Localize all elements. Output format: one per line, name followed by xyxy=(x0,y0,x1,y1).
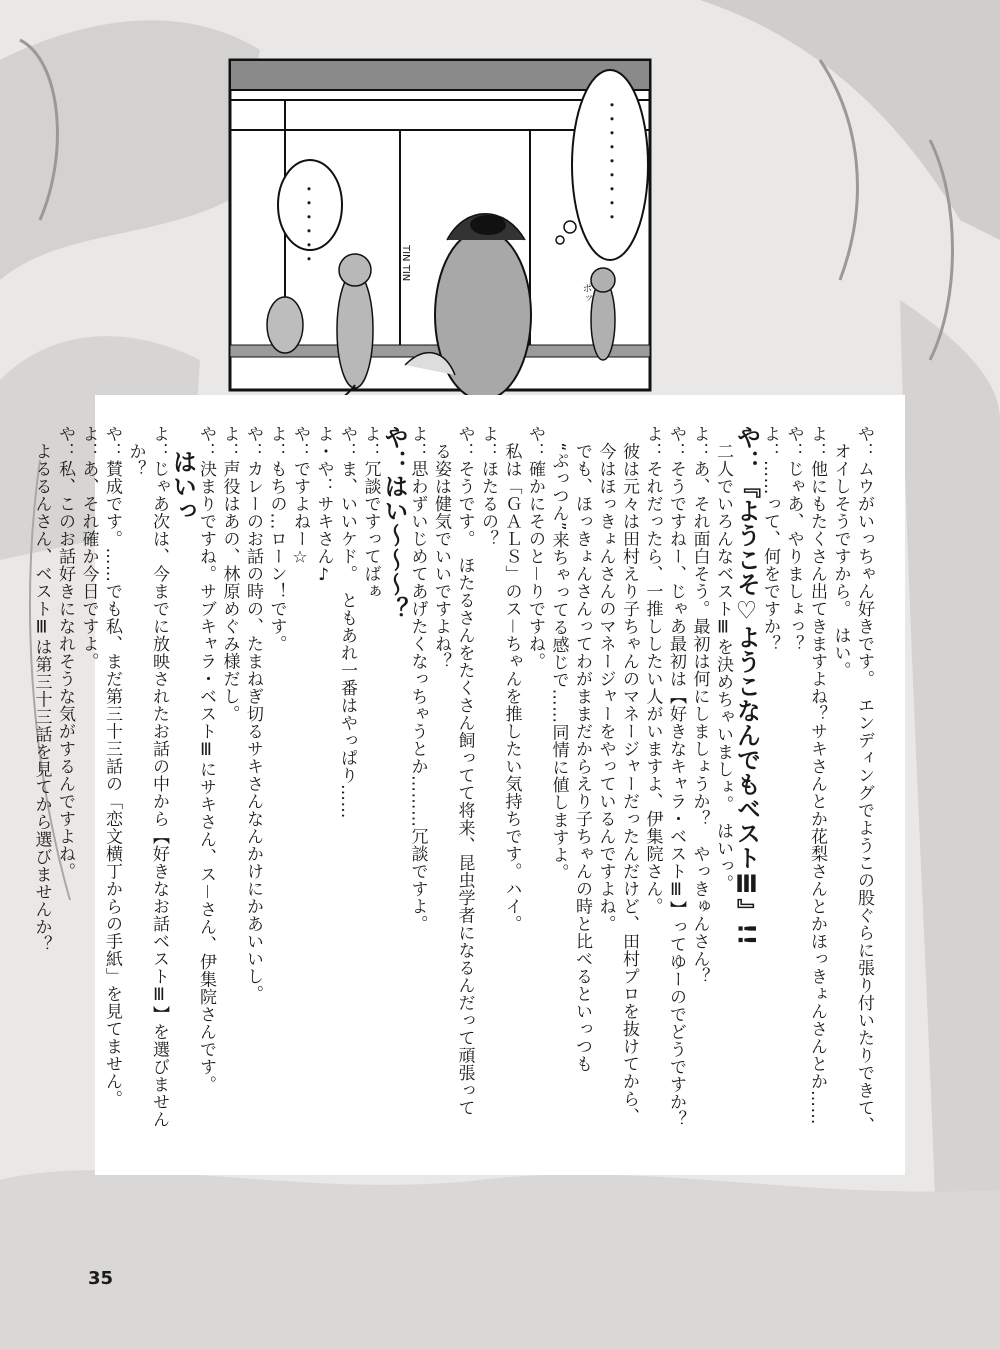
dialogue-line: よ：あ、それ面白そう。最初は何にしましょうか？ やっきゅんさん？ xyxy=(689,425,710,985)
dialogue-line: 彼は元々は田村えり子ちゃんのマネージャーだったんだけど、田村プロを抜けてから、 xyxy=(619,425,639,1125)
dialogue-line: や：決まりですね。サブキャラ・ベストⅢにサキさん、ス－さん、伊集院さんです。 xyxy=(196,425,216,1093)
dialogue-line: よ：それだったら、一推ししたい人がいますよ、伊集院さん。 xyxy=(642,425,663,915)
dialogue-line: や：私、このお話好きになれそうな気がするんですよね。 xyxy=(55,425,75,880)
dialogue-line-shout: はいっ xyxy=(168,425,197,523)
dialogue-line-shout: や：はい～～～？ xyxy=(380,425,408,621)
dialogue-line: よ：じゃあ次は、今までに放映されたお話の中から【好きなお話ベストⅢ】を選びません xyxy=(149,425,169,1128)
dialogue-line: “ぷっつん”来ちゃってる感じで……同情に値しますよ。 xyxy=(548,425,569,882)
dialogue-line: よ：もちの…ローン！です。 xyxy=(266,425,287,653)
dialogue-line: よ：……って、何をですか？ xyxy=(760,425,780,653)
dialogue-line: や：ま、いいケド。 ともあれ一番はやっぱり…… xyxy=(337,425,357,819)
dialogue-line-title: や：『ようこそ♡ようこなんでもベストⅢ』!! xyxy=(732,425,761,946)
page-number: 35 xyxy=(88,1268,114,1289)
dialogue-line: や：そうです。 ほたるさんをたくさん飼ってて将来、昆虫学者になるんだって頑張って xyxy=(454,425,475,1117)
dialogue-line: や：じゃあ、やりましょっ？ xyxy=(783,425,804,653)
dialogue-line: 今はほっきょんさんのマネージャーをやっているんですよね。 xyxy=(595,425,616,933)
dialogue-line: でも、ほっきょんさんってわがままだからえり子ちゃんの時と比べるといっつも xyxy=(572,425,592,1073)
dialogue-line: よ：ほたるの？ xyxy=(478,425,498,548)
interview-text-panel xyxy=(31,395,905,1175)
dialogue-line: や：カレーのお話の時の、たまねぎ切るサキさんなんかけにかあいいし。 xyxy=(243,425,263,1003)
dialogue-line: よ：あ、それ確か今日ですよ。 xyxy=(78,425,99,670)
dialogue-line: 二人でいろんなベストⅢを決めちゃいましょ。 はいっ。 xyxy=(713,425,733,892)
dialogue-line: や：そうですねー、じゃあ最初は【好きなキャラ・ベストⅢ】ってゆーのでどうですか？ xyxy=(666,425,686,1128)
dialogue-line: よ：思わずいじめてあげたくなっちゃうとか………冗談ですよ。 xyxy=(407,425,428,933)
dialogue-line: オイしそうですから。 はい。 xyxy=(830,425,851,679)
dialogue-line: よ：声役はあの、林原めぐみ様だし。 xyxy=(219,425,240,723)
dialogue-line: や：ムウがいっちゃん好きです。 エンディングでようこの股ぐらに張り付いたりできて、 xyxy=(854,425,874,1134)
dialogue-line: よるるんさん、ベストⅢは第三十三話を見てから選びませんか？ xyxy=(31,425,52,953)
dialogue-line: か？ xyxy=(125,425,146,478)
dialogue-line: よ：他にもたくさん出てきますよね？サキさんとか花梨さんとかほっきょんさんとか…… xyxy=(807,425,827,1125)
sfx-tin-tin-text: TIN TIN xyxy=(400,245,411,282)
speech-bubble-1-text: ・・・・・・ xyxy=(300,182,316,266)
interview-dialogue xyxy=(31,425,875,1165)
dialogue-line: よ・や：サキさん♪ xyxy=(313,425,334,586)
dialogue-line: 私は「ＧＡＬＳ」のス－ちゃんを推したい気持ちです。ハイ。 xyxy=(501,425,522,933)
dialogue-line: る姿は健気でいいですよね？ xyxy=(431,425,451,670)
dialogue-line: よ：冗談ですってばぁ xyxy=(360,425,381,600)
speech-bubble-2-text: ・・・・・・・・・ xyxy=(603,98,619,224)
dialogue-line: や：ですよねー☆ xyxy=(290,425,310,568)
window-scene-illustration xyxy=(225,55,655,400)
sfx-blush-text: ポッ xyxy=(580,283,591,303)
dialogue-line: や：確かにそのと－りですね。 xyxy=(525,425,545,670)
dialogue-line: や：賛成です。……でも私、まだ第三十三話の「恋文横丁からの手紙」を見てません。 xyxy=(102,425,122,1108)
